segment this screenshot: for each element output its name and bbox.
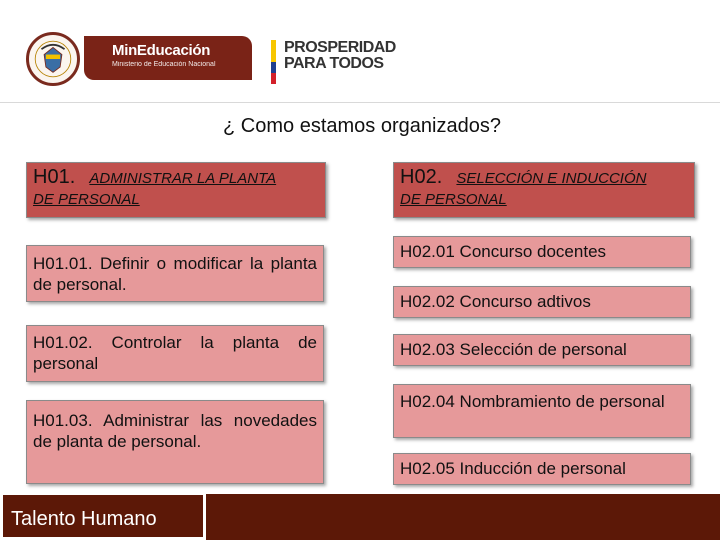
ministry-logo-subtitle: Ministerio de Educación Nacional: [112, 61, 216, 68]
footer-label-box: [0, 492, 206, 540]
footer-label: Talento Humano: [3, 495, 203, 537]
process-name-line2: DE PERSONAL: [400, 191, 507, 208]
subprocess-h02-03: [393, 334, 691, 366]
subprocess-h02-05: [393, 453, 691, 485]
subprocess-text: H02.02 Concurso adtivos: [400, 292, 591, 311]
header-divider: [0, 102, 720, 103]
page-title-text: ¿ Como estamos organizados?: [223, 115, 501, 137]
subprocess-h01-01: [26, 245, 324, 302]
subprocess-text: H01.02. Controlar la planta de personal: [33, 333, 317, 373]
subprocess-text: H01.03. Administrar las novedades de planta de personal.: [33, 411, 317, 451]
subprocess-h02-04: [393, 384, 691, 438]
process-header-h02: [393, 162, 695, 218]
slogan-line-1: PROSPERIDAD: [284, 39, 396, 56]
process-name: SELECCIÓN E INDUCCIÓN: [456, 170, 647, 187]
subprocess-text: H02.05 Inducción de personal: [400, 459, 626, 478]
subprocess-h01-03: [26, 400, 324, 484]
colombia-flag-icon: [271, 40, 276, 84]
process-header-h01: [26, 162, 326, 218]
ministry-logo: [84, 36, 252, 80]
subprocess-h02-02: [393, 286, 691, 318]
ministry-logo-text: MinEducación: [112, 42, 211, 59]
process-name: ADMINISTRAR LA PLANTA: [89, 170, 277, 187]
process-code: H02.: [400, 166, 443, 188]
subprocess-h01-02: [26, 325, 324, 382]
subprocess-text: H02.01 Concurso docentes: [400, 242, 607, 261]
colombia-coat-of-arms-icon: [26, 32, 80, 86]
prosperidad-logo: [284, 40, 396, 72]
process-name-line2: DE PERSONAL: [33, 191, 140, 208]
subprocess-text: H01.01. Definir o modificar la planta de personal.: [33, 254, 317, 294]
process-code: H01.: [33, 166, 76, 188]
page-title: [0, 115, 720, 138]
slogan-line-2: PARA TODOS: [284, 55, 384, 72]
subprocess-text: H02.03 Selección de personal: [400, 340, 627, 359]
subprocess-h02-01: [393, 236, 691, 268]
subprocess-text: H02.04 Nombramiento de personal: [400, 392, 665, 411]
